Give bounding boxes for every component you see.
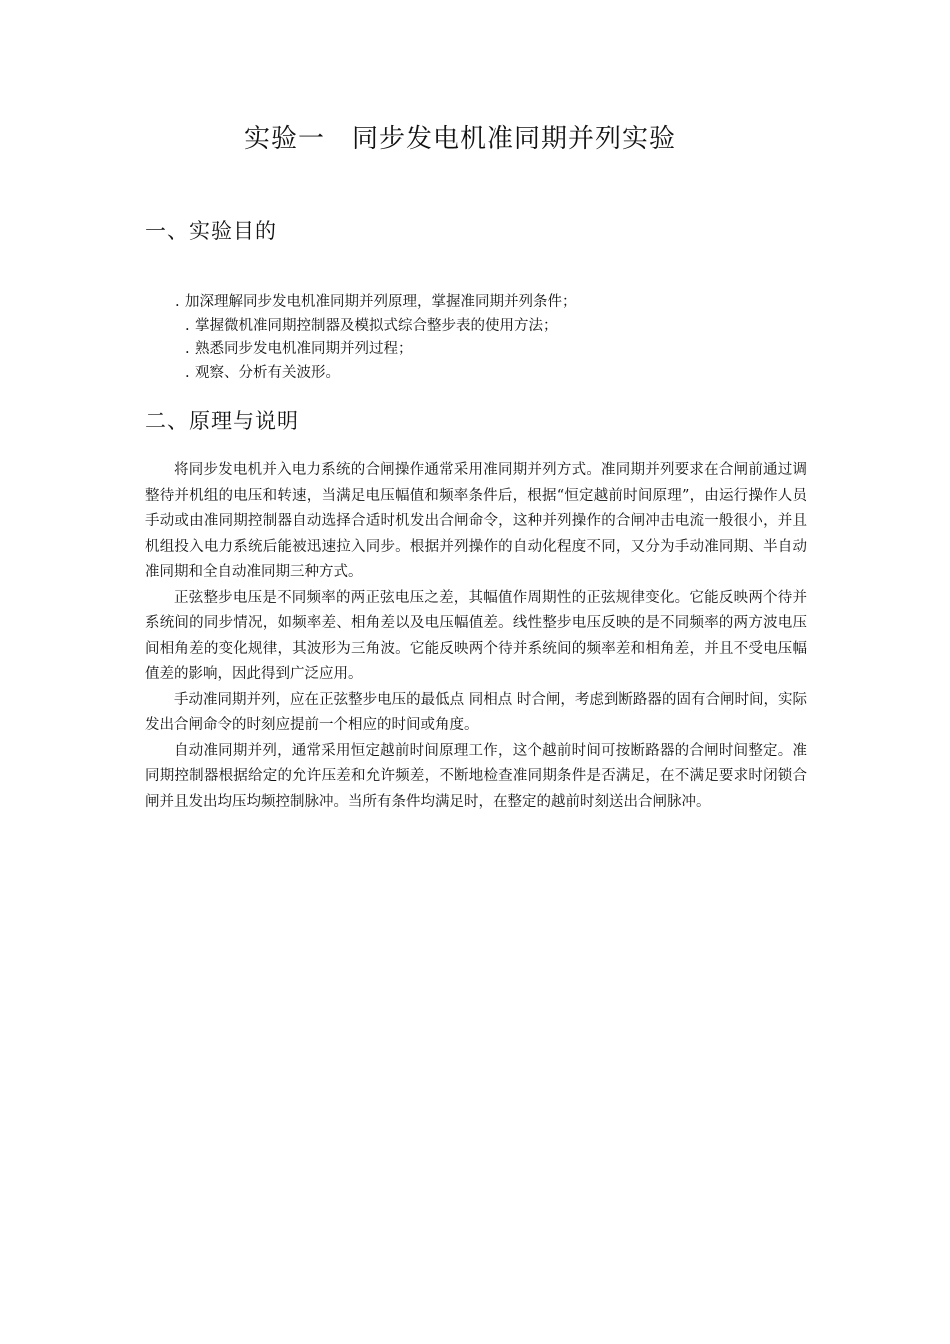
- list-item-text: 熟悉同步发电机准同期并列过程；: [195, 341, 413, 357]
- principle-body: [145, 458, 807, 815]
- list-bullet: .: [185, 317, 190, 334]
- list-item-text: 观察、分析有关波形。: [195, 364, 340, 381]
- list-item: [175, 291, 577, 315]
- paragraph: 将同步发电机并入电力系统的合闸操作通常采用准同期并列方式。准同期并列要求在合闸前通过调整待并机组的电压和转速，当满足电压幅值和频率条件后，根据“恒定越前时间原理”，由运行操作人员手动或由准同期控制器自动选择合适时机发出合闸命令，这种并列操作的合闸冲击电流一般很小，并且机组投入电力系统后能被迅速拉入同步。根据并列操作的自动化程度不同，又分为手动准同期、半自动准同期和全自动准同期三种方式。: [145, 462, 807, 580]
- list-item: [175, 315, 577, 339]
- section-heading-principle: 二、原理与说明: [145, 409, 299, 433]
- list-item-text: 加深理解同步发电机准同期并列原理，掌握准同期并列条件；: [185, 294, 577, 310]
- document-title: 实验一 同步发电机准同期并列实验: [243, 124, 676, 154]
- list-bullet: .: [185, 341, 190, 357]
- list-bullet: .: [185, 364, 190, 381]
- paragraph: 手动准同期并列，应在正弦整步电压的最低点 同相点 时合闸，考虑到断路器的固有合闸时间，实际发出合闸命令的时刻应提前一个相应的时间或角度。: [145, 691, 807, 733]
- objectives-list: [175, 291, 577, 385]
- list-bullet: .: [175, 294, 180, 310]
- paragraph: 自动准同期并列，通常采用恒定越前时间原理工作，这个越前时间可按断路器的合闸时间整定。准同期控制器根据给定的允许压差和允许频差，不断地检查准同期条件是否满足，在不满足要求时闭锁合闸并且发出均压均频控制脉冲。当所有条件均满足时，在整定的越前时刻送出合闸脉冲。: [145, 742, 807, 810]
- section-heading-objectives: 一、实验目的: [145, 219, 277, 243]
- list-item: [175, 362, 577, 386]
- list-item: [175, 338, 577, 362]
- list-item-text: 掌握微机准同期控制器及模拟式综合整步表的使用方法；: [195, 317, 558, 334]
- paragraph: 正弦整步电压是不同频率的两正弦电压之差，其幅值作周期性的正弦规律变化。它能反映两个待并系统间的同步情况，如频率差、相角差以及电压幅值差。线性整步电压反映的是不同频率的两方波电压间相角差的变化规律，其波形为三角波。它能反映两个待并系统间的频率差和相角差，并且不受电压幅值差的影响，因此得到广泛应用。: [145, 589, 807, 682]
